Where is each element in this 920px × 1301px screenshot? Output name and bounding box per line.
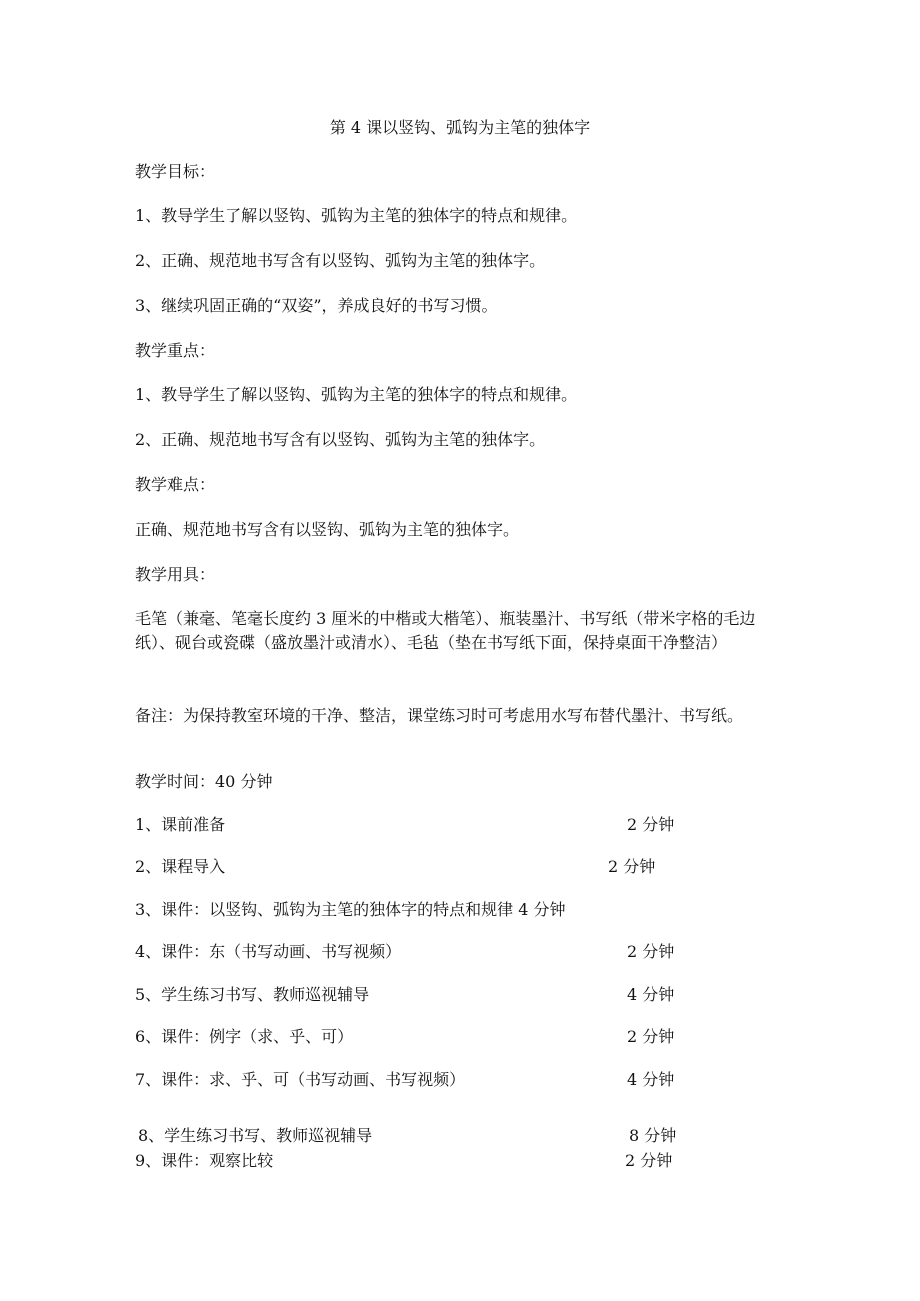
tools-text: 毛笔（兼毫、笔毫长度约 3 厘米的中楷或大楷笔）、瓶装墨汁、书写纸（带米字格的毛边纸）、砚台或瓷碟（盛放墨汁或清水）、毛毡（垫在书写纸下面，保持桌面干净整洁） — [135, 609, 756, 652]
difficulties-heading: 教学难点： — [135, 475, 216, 494]
schedule-duration: 8 分钟 — [629, 1126, 677, 1145]
schedule-item: 5、学生练习书写、教师巡视辅导 — [135, 985, 370, 1004]
lesson-title: 第 4 课以竖钩、弧钩为主笔的独体字 — [329, 118, 591, 137]
schedule-row — [135, 1025, 775, 1049]
schedule-duration: 2 分钟 — [627, 815, 675, 834]
objective-item-3: 3、继续巩固正确的“双姿”，养成良好的书写习惯。 — [135, 296, 498, 315]
objectives-heading: 教学目标： — [135, 162, 216, 181]
schedule-duration: 4 分钟 — [627, 1070, 675, 1089]
objective-item-2: 2、正确、规范地书写含有以竖钩、弧钩为主笔的独体字。 — [135, 251, 546, 270]
schedule-duration: 2 分钟 — [627, 942, 675, 961]
difficulties-text: 正确、规范地书写含有以竖钩、弧钩为主笔的独体字。 — [135, 520, 520, 539]
key-points-heading: 教学重点： — [135, 341, 216, 360]
schedule-row — [135, 1068, 775, 1092]
schedule-row — [135, 1149, 775, 1173]
objective-item-1: 1、教导学生了解以竖钩、弧钩为主笔的独体字的特点和规律。 — [135, 206, 578, 225]
schedule-row — [135, 898, 775, 922]
note-text: 备注：为保持教室环境的干净、整洁，课堂练习时可考虑用水写布替代墨汁、书写纸。 — [135, 706, 744, 725]
schedule-row — [135, 1124, 775, 1148]
schedule-item: 9、课件：观察比较 — [135, 1151, 274, 1170]
key-point-item-2: 2、正确、规范地书写含有以竖钩、弧钩为主笔的独体字。 — [135, 430, 546, 449]
schedule-duration: 2 分钟 — [627, 1027, 675, 1046]
schedule-row — [135, 983, 775, 1007]
schedule-row — [135, 813, 775, 837]
schedule-item: 2、课程导入 — [135, 857, 226, 876]
schedule-item: 8、学生练习书写、教师巡视辅导 — [138, 1126, 373, 1145]
schedule-item: 6、课件：例字（求、乎、可） — [135, 1027, 354, 1046]
schedule-duration: 4 分钟 — [627, 985, 675, 1004]
time-heading: 教学时间：40 分钟 — [135, 772, 273, 791]
schedule-duration: 2 分钟 — [608, 857, 656, 876]
schedule-item: 1、课前准备 — [135, 815, 226, 834]
schedule-item: 4、课件：东（书写动画、书写视频） — [135, 942, 402, 961]
schedule-item: 7、课件：求、乎、可（书写动画、书写视频） — [135, 1070, 466, 1089]
tools-heading: 教学用具： — [135, 565, 216, 584]
schedule-row — [135, 855, 775, 879]
schedule-duration: 2 分钟 — [625, 1151, 673, 1170]
key-point-item-1: 1、教导学生了解以竖钩、弧钩为主笔的独体字的特点和规律。 — [135, 385, 578, 404]
schedule-row — [135, 940, 775, 964]
schedule-item: 3、课件：以竖钩、弧钩为主笔的独体字的特点和规律 4 分钟 — [135, 900, 566, 919]
